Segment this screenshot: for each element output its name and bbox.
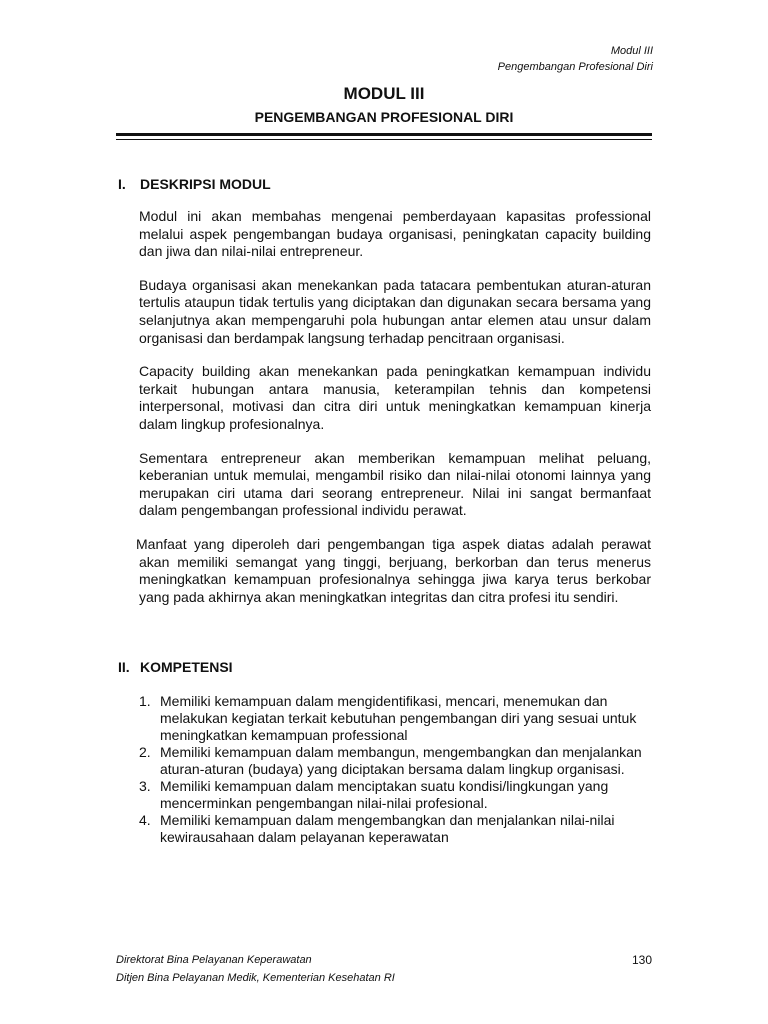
footer-directorate: Direktorat Bina Pelayanan Keperawatan	[116, 954, 312, 966]
list-item-number: 4.	[139, 812, 151, 828]
title-block	[0, 84, 768, 126]
list-item	[139, 778, 651, 812]
list-item-text: Memiliki kemampuan dalam menciptakan suatu kondisi/lingkungan yang mencerminkan pengembangan nilai-nilai profesional.	[160, 778, 609, 811]
section-number: II.	[118, 659, 130, 675]
paragraph: Capacity building akan menekankan pada peningkatkan kemampuan individu terkait hubungan antara manusia, keterampilan tehnis dan kompetensi interpersonal, motivasi dan citra diri untuk meningkatkan kemampuan kinerja dalam lingkup profesionalnya.	[139, 363, 651, 432]
list-item	[139, 744, 651, 778]
section-title: KOMPETENSI	[140, 659, 233, 675]
title-rule-thick	[116, 133, 652, 136]
paragraph: Manfaat yang diperoleh dari pengembangan tiga aspek diatas adalah perawat akan memiliki semangat yang tinggi, berjuang, berkorban dan terus menerus meningkatkan kemampuan profesionalnya sehingga jiwa karya terus berkobar yang pada akhirnya akan meningkatkan integritas dan citra profesi itu sendiri.	[136, 535, 651, 605]
section-title: DESKRIPSI MODUL	[140, 176, 271, 192]
deskripsi-body	[136, 208, 651, 622]
footer	[116, 951, 652, 987]
paragraph: Modul ini akan membahas mengenai pemberdayaan kapasitas professional melalui aspek pengembangan budaya organisasi, peningkatan capacity building dan jiwa dan nilai-nilai entrepreneur.	[139, 208, 651, 260]
list-item-text: Memiliki kemampuan dalam membangun, mengembangkan dan menjalankan aturan-aturan (budaya) yang diciptakan bersama dalam lingkup organisasi.	[160, 744, 642, 777]
list-item-number: 1.	[139, 693, 151, 709]
list-item-text: Memiliki kemampuan dalam mengidentifikasi, mencari, menemukan dan melakukan kegiatan terkait kebutuhan pengembangan diri yang sesuai untuk meningkatkan kemampuan professional	[160, 693, 637, 743]
paragraph: Sementara entrepreneur akan memberikan kemampuan melihat peluang, keberanian untuk memulai, mengambil risiko dan nilai-nilai otonomi lainnya yang merupakan ciri utama dari seorang entrepreneur. Nilai ini sangat bermanfaat dalam pengembangan professional individu perawat.	[139, 449, 651, 519]
competency-list	[139, 693, 651, 846]
footer-ministry: Ditjen Bina Pelayanan Medik, Kementerian Kesehatan RI	[116, 972, 395, 984]
running-head-title: Pengembangan Profesional Diri	[497, 61, 653, 73]
page-subtitle: PENGEMBANGAN PROFESIONAL DIRI	[254, 109, 514, 125]
list-item-number: 3.	[139, 778, 151, 794]
page-number: 130	[631, 953, 652, 967]
running-head-module: Modul III	[610, 45, 653, 57]
list-item-number: 2.	[139, 744, 151, 760]
list-item	[139, 693, 651, 744]
section-number: I.	[118, 176, 126, 192]
section-heading-deskripsi	[118, 175, 271, 193]
page-title: MODUL III	[343, 84, 425, 103]
section-heading-kompetensi	[118, 658, 233, 676]
list-item-text: Memiliki kemampuan dalam mengembangkan dan menjalankan nilai-nilai kewirausahaan dalam pelayanan keperawatan	[160, 812, 615, 845]
running-head	[498, 43, 653, 75]
list-item	[139, 812, 651, 846]
paragraph: Budaya organisasi akan menekankan pada tatacara pembentukan aturan-aturan tertulis ataupun tidak tertulis yang diciptakan dan digunakan secara bersama yang selanjutnya akan mempengaruhi pola hubungan antar elemen atau unsur dalam organisasi dan berdampak langsung terhadap pencitraan organisasi.	[139, 276, 651, 346]
title-rule-thin	[116, 139, 652, 140]
